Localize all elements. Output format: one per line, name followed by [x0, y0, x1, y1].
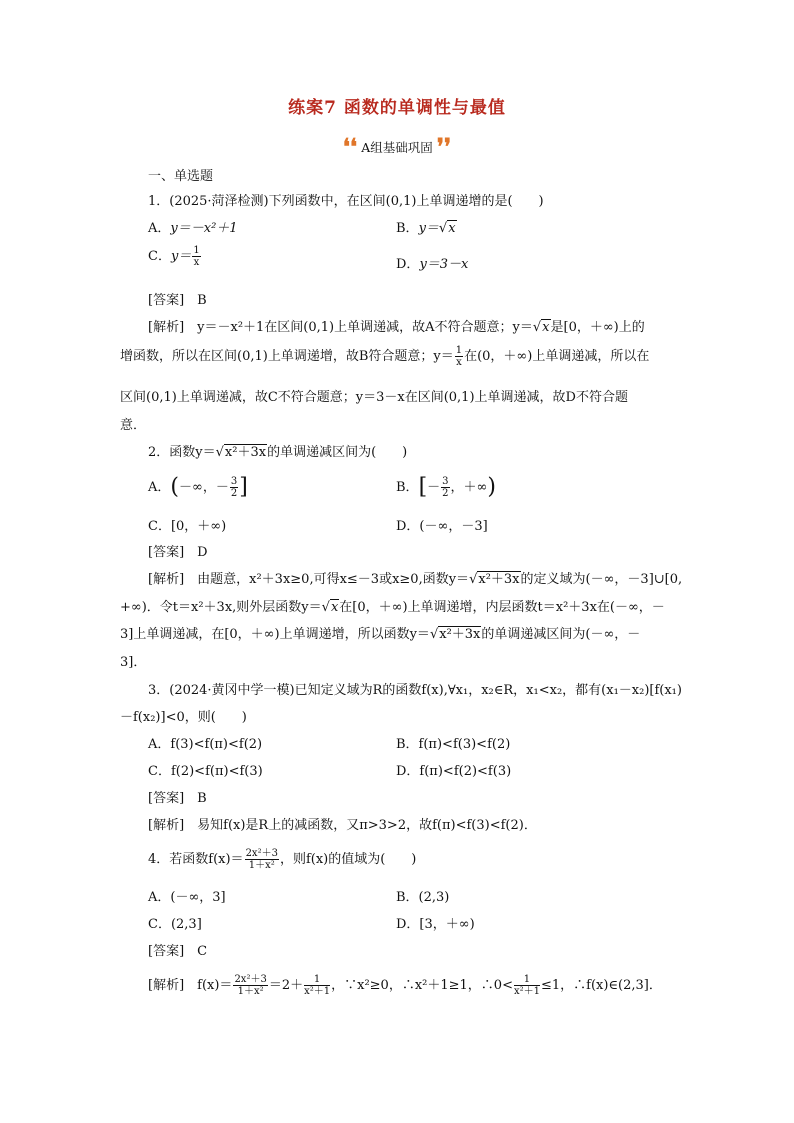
- q3-stem-line1: 3．(2024·黄冈中学一模)已知定义域为R的函数f(x),∀x₁，x₂∈R，x₁<x₂，都有(x₁－x₂)[f(x₁): [148, 683, 682, 698]
- q4-option-c: C．(2,3]: [148, 917, 202, 932]
- q2-option-a: A．(－∞，－ $\frac{3}{2}$ ]: [148, 474, 248, 500]
- page-title: 练案7 函数的单调性与最值: [288, 98, 506, 118]
- q1-analysis-line3: 区间(0,1)上单调递减，故C不符合题意；y＝3－x在区间(0,1)上单调递减，故D不符合题: [120, 390, 628, 405]
- q1-option-b: B．y＝√x: [396, 221, 456, 236]
- q3-option-b: B．f(π)<f(3)<f(2): [396, 737, 511, 752]
- q3-option-c: C．f(2)<f(π)<f(3): [148, 764, 263, 779]
- q1-option-d: D．y＝3－x: [396, 257, 469, 272]
- q1-analysis-line2: 增函数，所以在区间(0,1)上单调递增，故B符合题意；y＝ $\frac{1}{x}$ 在(0，＋∞)上单调递减，所以在: [120, 345, 650, 368]
- q4-option-a: A．(－∞，3]: [148, 890, 226, 905]
- q2-answer: [答案] D: [148, 545, 208, 560]
- q3-option-d: D．f(π)<f(2)<f(3): [396, 764, 512, 779]
- q4-option-b: B．(2,3): [396, 890, 450, 905]
- q2-stem: 2．函数y＝√x²＋3x的单调递减区间为( ): [148, 445, 408, 460]
- q1-analysis-line4: 意．: [120, 418, 147, 433]
- q2-analysis-line4: 3]．: [120, 655, 147, 670]
- left-quote-icon: ❛❛: [342, 134, 358, 160]
- q2-option-d: D．(－∞，－3]: [396, 519, 488, 534]
- right-quote-icon: ❜❜: [436, 134, 452, 160]
- q1-option-c: C．y＝ $\frac{1}{x}$: [148, 245, 200, 268]
- q4-analysis: [解析] f(x)＝ $\frac{\text{2x²＋3}}{\text{1＋x²}}$ ＝2＋ $\frac{1}{\text{x²＋1}}$ ，∵x²≥0，∴x²＋1≥1，∴0< $\frac{1}{\text{x²＋1}}$ ≤1，∴f(x)∈(2,3]．: [148, 974, 662, 997]
- section-banner: [0, 134, 794, 160]
- q3-option-a: A．f(3)<f(π)<f(2): [148, 737, 263, 752]
- q4-option-d: D．[3，＋∞): [396, 917, 475, 932]
- q3-stem-line2: －f(x₂)]<0，则( ): [120, 710, 247, 725]
- q3-answer: [答案] B: [148, 791, 207, 806]
- q1-stem: 1．(2025·菏泽检测)下列函数中，在区间(0,1)上单调递增的是( ): [148, 194, 544, 209]
- section-heading: 一、单选题: [148, 169, 214, 184]
- q2-option-b: B．[－ $\frac{3}{2}$ ，＋∞): [396, 474, 496, 500]
- banner-text: A组基础巩固: [361, 140, 433, 155]
- q3-analysis: [解析] 易知f(x)是R上的减函数，又π>3>2，故f(π)<f(3)<f(2)．: [148, 818, 537, 833]
- q4-stem: 4．若函数f(x)＝ $\frac{\text{2x²＋3}}{\text{1＋x²}}$ ，则f(x)的值域为( ): [148, 848, 417, 871]
- q4-answer: [答案] C: [148, 944, 208, 959]
- q1-analysis-line1: [解析] y＝－x²＋1在区间(0,1)上单调递减，故A不符合题意；y＝√x是[0，＋∞)上的: [148, 320, 645, 335]
- q1-answer: [答案] B: [148, 293, 207, 308]
- q2-analysis-line1: [解析] 由题意，x²＋3x≥0,可得x≤－3或x≥0,函数y＝√x²＋3x的定义域为(－∞，－3]∪[0,: [148, 572, 683, 587]
- q2-analysis-line3: 3]上单调递减，在[0，＋∞)上单调递增，所以函数y＝√x²＋3x的单调递减区间为(－∞，－: [120, 627, 641, 642]
- q1-option-a: A．y＝－x²＋1: [148, 221, 238, 236]
- q2-analysis-line2: +∞)．令t＝x²＋3x,则外层函数y＝√x在[0，＋∞)上单调递增，内层函数t＝x²＋3x在(－∞，－: [120, 600, 665, 615]
- q2-option-c: C．[0，＋∞): [148, 519, 227, 534]
